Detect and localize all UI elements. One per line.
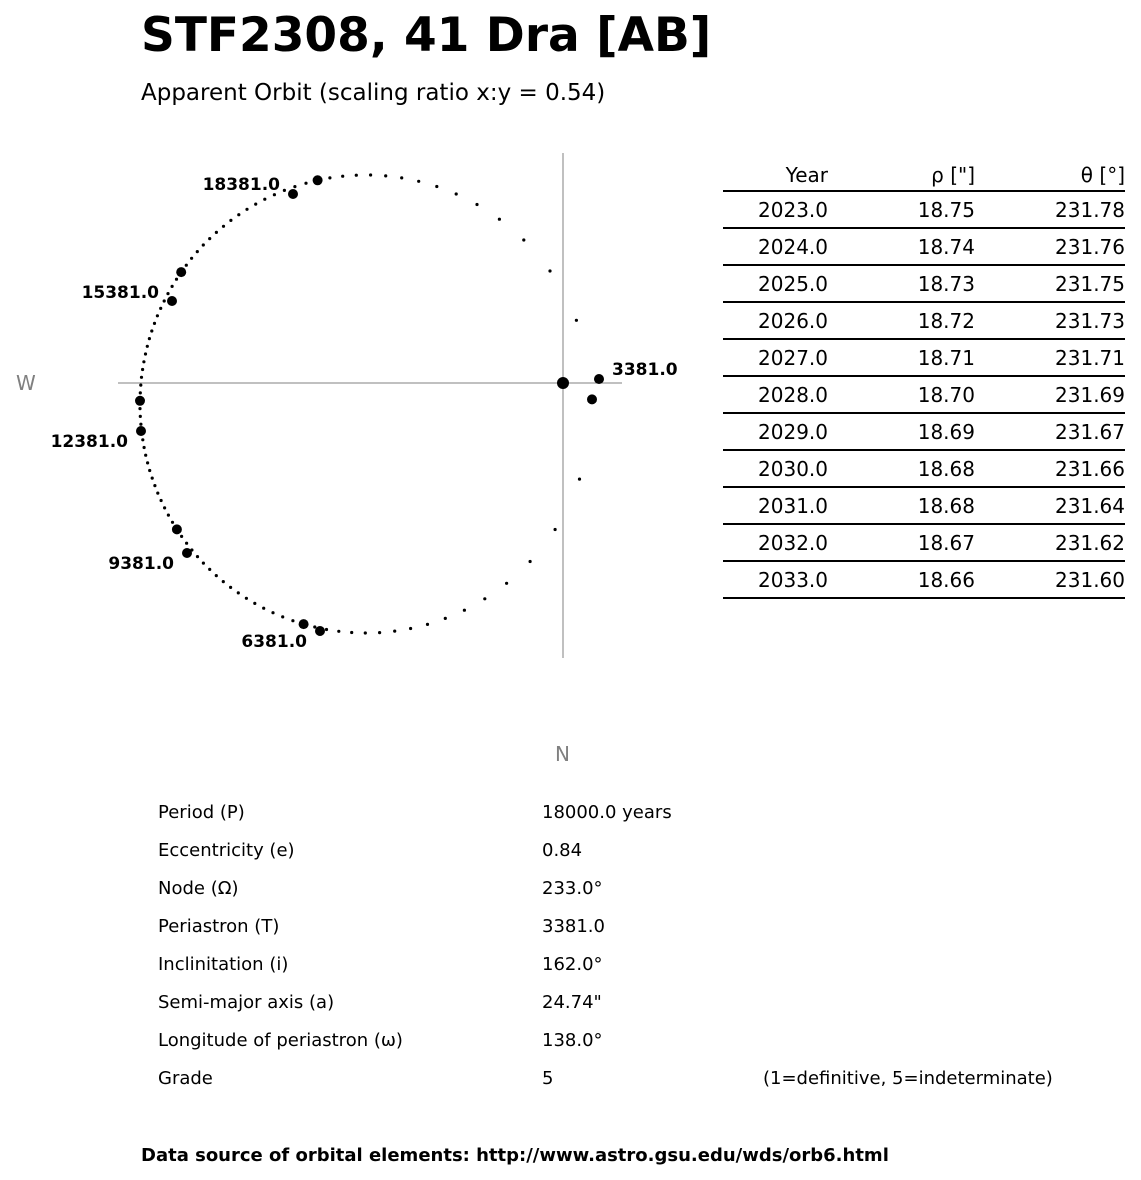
year-cell: 2023.0 <box>723 191 828 228</box>
orbit-point <box>153 322 156 325</box>
west-label: W <box>16 371 36 395</box>
orbit-point <box>139 391 142 394</box>
year-cell: 2032.0 <box>723 524 828 561</box>
orbit-point <box>139 415 142 418</box>
orbit-point <box>253 602 256 605</box>
orbit-point <box>281 615 284 618</box>
orbit-point <box>156 314 159 317</box>
orbit-point <box>215 574 218 577</box>
element-name: Inclinitation (i) <box>158 954 289 975</box>
epoch-marker <box>288 189 298 199</box>
orbit-point <box>498 218 501 221</box>
year-cell: 2028.0 <box>723 376 828 413</box>
element-value: 3381.0 <box>542 916 605 937</box>
north-label: N <box>555 742 570 766</box>
ephemeris-row <box>723 265 1125 302</box>
ephemeris-table <box>723 160 1125 599</box>
primary-star <box>557 377 569 389</box>
element-name: Longitude of periastron (ω) <box>158 1030 403 1051</box>
orbit-point <box>409 627 412 630</box>
orbit-epoch-point <box>135 396 145 406</box>
orbit-epoch-point <box>176 267 186 277</box>
rho-cell: 18.69 <box>828 413 975 450</box>
orbit-point <box>185 542 188 545</box>
orbit-point <box>369 173 372 176</box>
orbit-point <box>171 521 174 524</box>
orbit-point <box>215 231 218 234</box>
orbit-point <box>435 185 438 188</box>
epoch-marker <box>594 374 604 384</box>
epoch-marker <box>315 626 325 636</box>
orbit-point <box>151 477 154 480</box>
orbit-point <box>202 562 205 565</box>
element-value: 162.0° <box>542 954 603 975</box>
orbit-point <box>293 185 296 188</box>
rho-cell: 18.74 <box>828 228 975 265</box>
header-year: Year <box>723 160 828 191</box>
epoch-marker <box>167 296 177 306</box>
theta-cell: 231.64 <box>975 487 1125 524</box>
orbit-point <box>148 337 151 340</box>
epoch-label: 12381.0 <box>50 432 128 452</box>
orbit-point <box>185 264 188 267</box>
rho-cell: 18.68 <box>828 487 975 524</box>
orbit-point <box>483 597 486 600</box>
orbit-point <box>350 631 353 634</box>
orbit-point <box>475 203 478 206</box>
element-name: Grade <box>158 1068 213 1089</box>
ephemeris-row <box>723 487 1125 524</box>
epoch-label: 18381.0 <box>202 175 280 195</box>
orbit-point <box>575 319 578 322</box>
theta-cell: 231.66 <box>975 450 1125 487</box>
epoch-marker <box>182 548 192 558</box>
ephemeris-row <box>723 339 1125 376</box>
orbit-point <box>304 182 307 185</box>
orbit-point <box>237 213 240 216</box>
orbit-epoch-point <box>172 524 182 534</box>
orbit-point <box>522 238 525 241</box>
orbit-epoch-point <box>587 394 597 404</box>
orbit-point <box>150 329 153 332</box>
element-name: Semi-major axis (a) <box>158 992 335 1013</box>
orbit-point <box>196 555 199 558</box>
orbit-point <box>444 617 447 620</box>
element-value: 233.0° <box>542 878 603 899</box>
ephemeris-header-row <box>723 160 1125 191</box>
orbit-point <box>548 269 551 272</box>
epoch-label: 15381.0 <box>81 283 159 303</box>
orbit-point <box>160 499 163 502</box>
orbit-point <box>378 631 381 634</box>
rho-cell: 18.68 <box>828 450 975 487</box>
rho-cell: 18.75 <box>828 191 975 228</box>
orbit-point <box>529 560 532 563</box>
epoch-label: 9381.0 <box>108 554 174 574</box>
data-source-footer: Data source of orbital elements: http://www.astro.gsu.edu/wds/orb6.html <box>141 1145 889 1166</box>
orbit-point <box>139 384 142 387</box>
orbit-labels <box>51 175 678 652</box>
epoch-label: 6381.0 <box>241 632 307 652</box>
orbit-point <box>229 219 232 222</box>
orbit-epoch-point <box>299 619 309 629</box>
ephemeris-row <box>723 191 1125 228</box>
orbit-point <box>364 631 367 634</box>
ephemeris-row <box>723 450 1125 487</box>
orbit-point <box>417 180 420 183</box>
orbit-point <box>325 628 328 631</box>
orbit-point <box>144 454 147 457</box>
orbit-point <box>237 591 240 594</box>
theta-cell: 231.62 <box>975 524 1125 561</box>
year-cell: 2031.0 <box>723 487 828 524</box>
orbit-point <box>355 174 358 177</box>
orbit-point <box>208 237 211 240</box>
element-value: 138.0° <box>542 1030 603 1051</box>
theta-cell: 231.71 <box>975 339 1125 376</box>
theta-cell: 231.73 <box>975 302 1125 339</box>
year-cell: 2026.0 <box>723 302 828 339</box>
orbit-point <box>138 407 141 410</box>
orbit-point <box>196 250 199 253</box>
year-cell: 2033.0 <box>723 561 828 598</box>
element-name: Eccentricity (e) <box>158 840 295 861</box>
orbit-point <box>222 580 225 583</box>
year-cell: 2027.0 <box>723 339 828 376</box>
theta-cell: 231.69 <box>975 376 1125 413</box>
orbit-point <box>245 208 248 211</box>
orbit-point <box>143 446 146 449</box>
rho-cell: 18.67 <box>828 524 975 561</box>
orbit-point <box>283 189 286 192</box>
orbit-point <box>341 175 344 178</box>
ephemeris-row <box>723 376 1125 413</box>
orbit-point <box>146 345 149 348</box>
ephemeris-row <box>723 561 1125 598</box>
orbit-point <box>384 174 387 177</box>
year-cell: 2024.0 <box>723 228 828 265</box>
theta-cell: 231.78 <box>975 191 1125 228</box>
orbit-point <box>141 438 144 441</box>
orbit-point <box>393 630 396 633</box>
orbit-point <box>159 307 162 310</box>
theta-cell: 231.75 <box>975 265 1125 302</box>
orbit-point <box>578 478 581 481</box>
ephemeris-row <box>723 524 1125 561</box>
orbit-point <box>166 292 169 295</box>
element-value: 18000.0 years <box>542 802 672 823</box>
ephemeris-row <box>723 228 1125 265</box>
element-value: 5 <box>542 1068 554 1089</box>
page-subtitle: Apparent Orbit (scaling ratio x:y = 0.54) <box>141 80 606 106</box>
orbit-point <box>554 528 557 531</box>
orbit-point <box>175 278 178 281</box>
element-name: Period (P) <box>158 802 245 823</box>
orbit-point <box>463 609 466 612</box>
orbit-point <box>139 423 142 426</box>
ephemeris-row <box>723 302 1125 339</box>
grade-note: (1=definitive, 5=indeterminate) <box>763 1068 1053 1089</box>
year-cell: 2025.0 <box>723 265 828 302</box>
element-name: Node (Ω) <box>158 878 239 899</box>
rho-cell: 18.70 <box>828 376 975 413</box>
orbit-point <box>229 586 232 589</box>
year-cell: 2030.0 <box>723 450 828 487</box>
orbit-plot <box>0 140 700 790</box>
orbit-epoch-point <box>313 175 323 185</box>
orbit-point <box>180 535 183 538</box>
ephemeris-row <box>723 413 1125 450</box>
orbit-dots <box>135 173 597 634</box>
orbit-point <box>328 176 331 179</box>
orbit-point <box>245 597 248 600</box>
theta-cell: 231.60 <box>975 561 1125 598</box>
rho-cell: 18.66 <box>828 561 975 598</box>
header-theta: θ [°] <box>975 160 1125 191</box>
theta-cell: 231.67 <box>975 413 1125 450</box>
orbit-point <box>167 514 170 517</box>
orbit-point <box>142 360 145 363</box>
orbit-point <box>141 368 144 371</box>
orbit-point <box>455 192 458 195</box>
orbit-point <box>262 607 265 610</box>
rho-cell: 18.73 <box>828 265 975 302</box>
rho-cell: 18.72 <box>828 302 975 339</box>
orbit-point <box>208 568 211 571</box>
orbit-point <box>156 492 159 495</box>
orbit-point <box>222 225 225 228</box>
orbit-point <box>190 257 193 260</box>
theta-cell: 231.76 <box>975 228 1125 265</box>
epoch-marker <box>136 426 146 436</box>
orbit-point <box>171 285 174 288</box>
element-value: 24.74" <box>542 992 602 1013</box>
orbit-point <box>505 582 508 585</box>
orbit-point <box>144 352 147 355</box>
rho-cell: 18.71 <box>828 339 975 376</box>
orbit-point <box>337 630 340 633</box>
orbit-point <box>426 623 429 626</box>
orbit-point <box>271 611 274 614</box>
orbit-point <box>254 203 257 206</box>
orbit-point <box>400 176 403 179</box>
page-title: STF2308, 41 Dra [AB] <box>141 8 712 63</box>
orbit-point <box>163 506 166 509</box>
year-cell: 2029.0 <box>723 413 828 450</box>
header-rho: ρ ["] <box>828 160 975 191</box>
orbit-point <box>263 198 266 201</box>
orbit-point <box>140 376 143 379</box>
orbit-point <box>163 299 166 302</box>
orbit-point <box>146 461 149 464</box>
orbit-point <box>291 619 294 622</box>
orbit-point <box>202 243 205 246</box>
orbit-point <box>148 469 151 472</box>
orbit-point <box>153 484 156 487</box>
element-value: 0.84 <box>542 840 583 861</box>
epoch-label: 3381.0 <box>612 360 678 380</box>
element-name: Periastron (T) <box>158 916 280 937</box>
